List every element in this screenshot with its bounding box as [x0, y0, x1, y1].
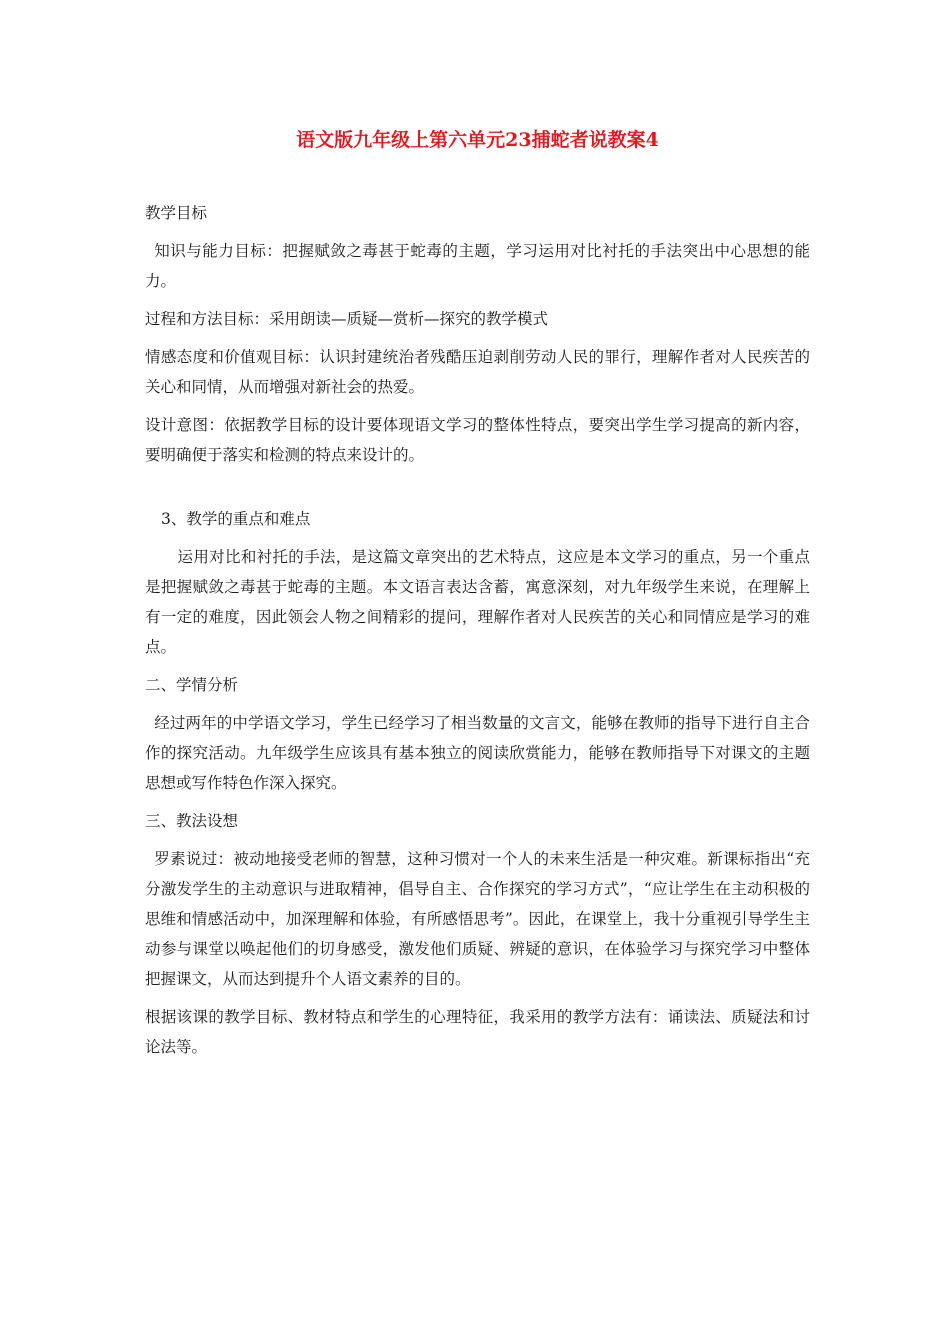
- paragraph-methods-list: 根据该课的教学目标、教材特点和学生的心理特征，我采用的教学方法有：诵读法、质疑法和讨论法等。: [145, 1008, 810, 1056]
- heading-student-analysis: 二、学情分析: [145, 676, 239, 694]
- heading-key-points: 3、教学的重点和难点: [161, 510, 311, 528]
- paragraph-knowledge-goal: 知识与能力目标：把握赋敛之毒甚于蛇毒的主题，学习运用对比衬托的手法突出中心思想的能力。: [145, 242, 810, 290]
- paragraph-student-analysis: 经过两年的中学语文学习，学生已经学习了相当数量的文言文，能够在教师的指导下进行自主合作的探究活动。九年级学生应该具有基本独立的阅读欣赏能力，能够在教师指导下对课文的主题思想或写作特色作深入探究。: [145, 714, 810, 792]
- document-title: 语文版九年级上第六单元23捕蛇者说教案4: [296, 129, 659, 151]
- heading-teaching-method: 三、教法设想: [145, 812, 239, 830]
- paragraph-key-points: 运用对比和衬托的手法，是这篇文章突出的艺术特点，这应是本文学习的重点，另一个重点是把握赋敛之毒甚于蛇毒的主题。本文语言表达含蓄，寓意深刻，对九年级学生来说，在理解上有一定的难度，因此领会人物之间精彩的提问，理解作者对人民疾苦的关心和同情应是学习的难点。: [145, 548, 810, 656]
- paragraph-emotion-goal: 情感态度和价值观目标：认识封建统治者残酷压迫剥削劳动人民的罪行，理解作者对人民疾苦的关心和同情，从而增强对新社会的热爱。: [145, 348, 810, 396]
- paragraph-design-intent: 设计意图：依据教学目标的设计要体现语文学习的整体性特点，要突出学生学习提高的新内容，要明确便于落实和检测的特点来设计的。: [145, 416, 810, 464]
- paragraph-russell-quote: 罗素说过：被动地接受老师的智慧，这种习惯对一个人的未来生活是一种灾难。新课标指出“充分激发学生的主动意识与进取精神，倡导自主、合作探究的学习方式”，“应让学生在主动积极的思维和情感活动中，加深理解和体验，有所感悟思考”。因此，在课堂上，我十分重视引导学生主动参与课堂以唤起他们的切身感受，激发他们质疑、辨疑的意识，在体验学习与探究学习中整体把握课文，从而达到提升个人语文素养的目的。: [145, 850, 810, 988]
- heading-teaching-goals: 教学目标: [145, 204, 208, 222]
- paragraph-process-goal: 过程和方法目标：采用朗读—质疑—赏析—探究的教学模式: [145, 310, 549, 328]
- document-body: [145, 198, 810, 1062]
